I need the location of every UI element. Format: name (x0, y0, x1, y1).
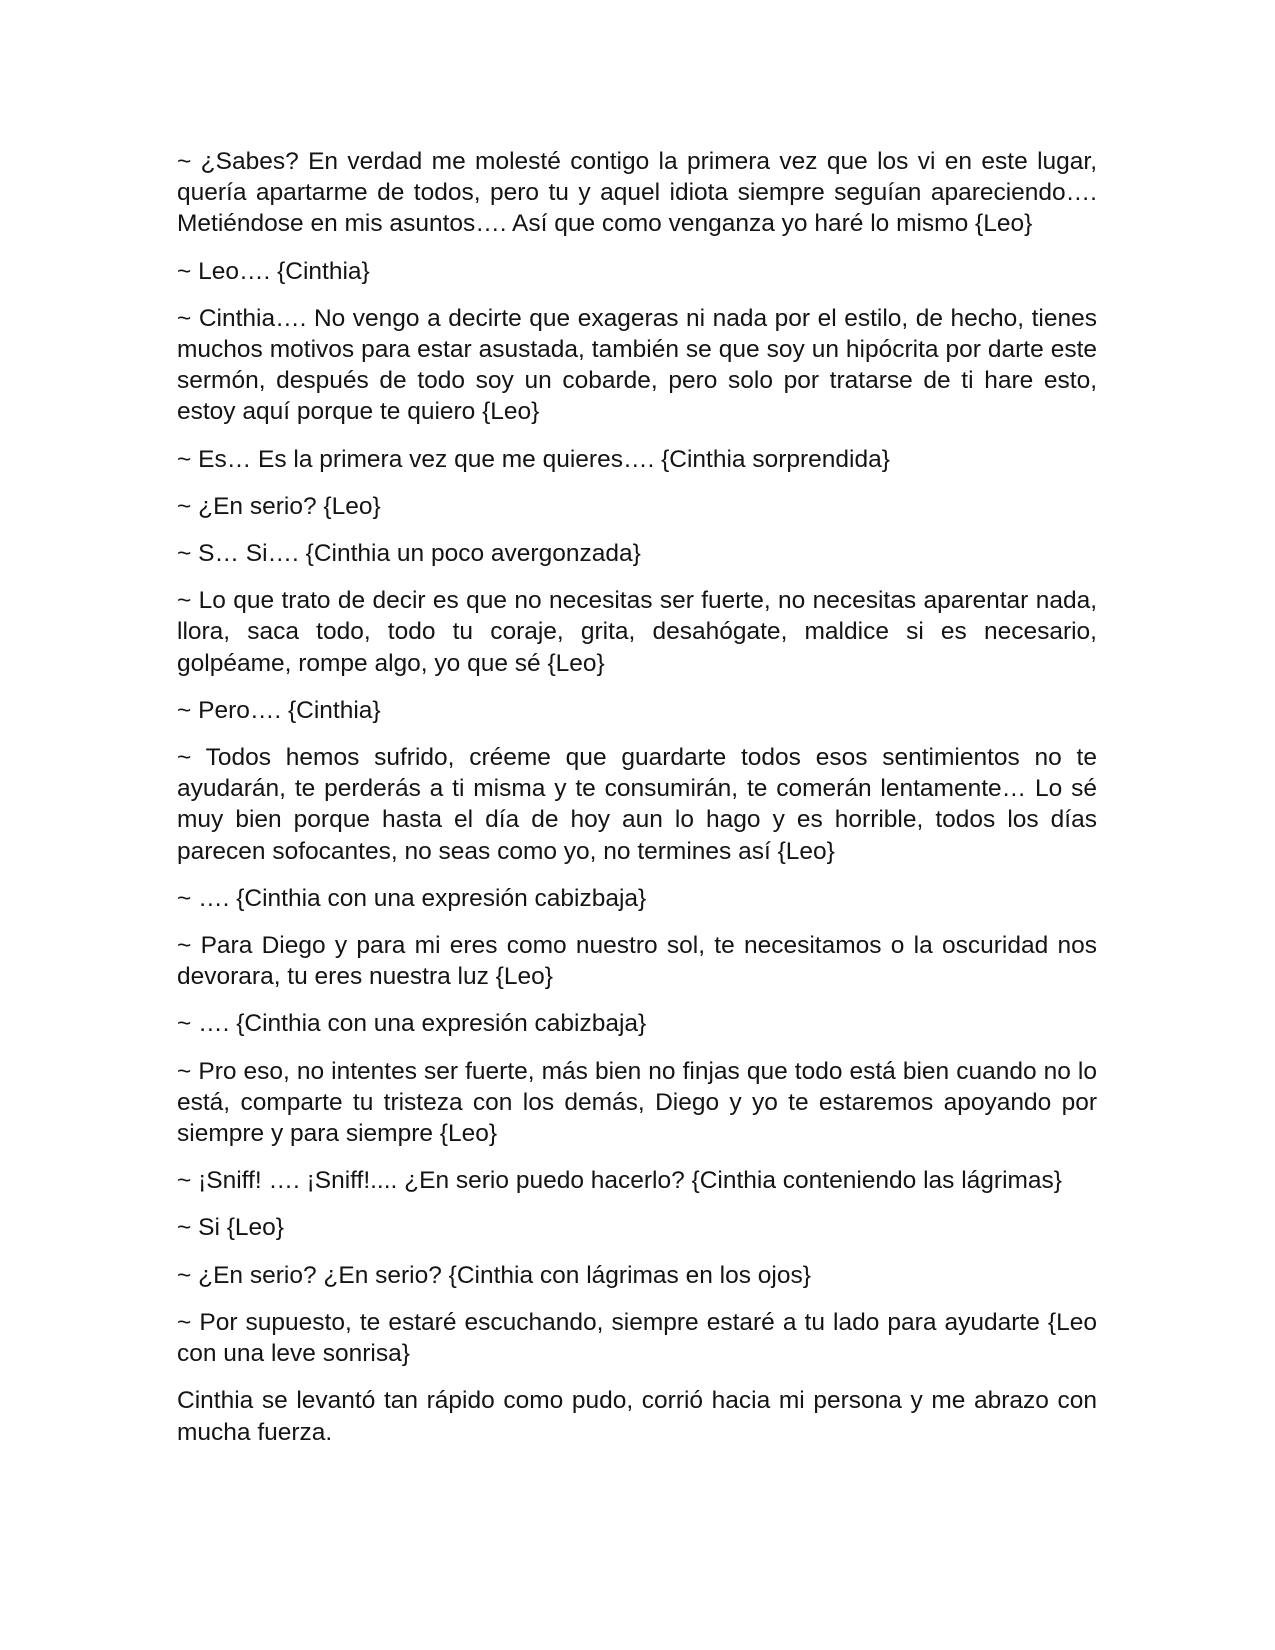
dialogue-paragraph: ~ …. {Cinthia con una expresión cabizbaja} (177, 1010, 647, 1038)
dialogue-paragraph: ~ ¿Sabes? En verdad me molesté contigo la primera vez que los vi en este lugar, quería apartarme de todos, pero tu y aquel idiota siempre seguían apareciendo…. Metiéndose en mis asuntos…. Así que como venganza yo haré lo mismo {Leo} (177, 148, 1097, 238)
dialogue-paragraph: ~ Pro eso, no intentes ser fuerte, más bien no finjas que todo está bien cuando no lo está, comparte tu tristeza con los demás, Diego y yo te estaremos apoyando por siempre y para siempre {Leo} (177, 1057, 1097, 1148)
dialogue-paragraph: ~ ¿En serio? ¿En serio? {Cinthia con lágrimas en los ojos} (177, 1261, 811, 1289)
dialogue-paragraph: ~ Lo que trato de decir es que no necesitas ser fuerte, no necesitas aparentar nada, llora, saca todo, todo tu coraje, grita, desahógate, maldice si es necesario, golpéame, rompe algo, yo que sé {Leo} (177, 587, 1097, 677)
dialogue-paragraph: ~ Leo…. {Cinthia} (177, 257, 370, 285)
dialogue-paragraph: ~ …. {Cinthia con una expresión cabizbaja} (177, 884, 647, 912)
dialogue-paragraph: ~ Cinthia…. No vengo a decirte que exageras ni nada por el estilo, de hecho, tienes muchos motivos para estar asustada, también se que soy un hipócrita por darte este sermón, después de todo soy un cobarde, pero solo por tratarse de ti hare esto, estoy aquí porque te quiero {Leo} (177, 304, 1097, 426)
dialogue-paragraph: ~ Pero…. {Cinthia} (177, 696, 381, 724)
dialogue-paragraph: ~ S… Si…. {Cinthia un poco avergonzada} (177, 540, 641, 568)
dialogue-paragraph: ~ Por supuesto, te estaré escuchando, siempre estaré a tu lado para ayudarte {Leo con una leve sonrisa} (177, 1308, 1097, 1368)
dialogue-paragraph: ~ Si {Leo} (177, 1214, 284, 1242)
dialogue-paragraph: ~ ¿En serio? {Leo} (177, 492, 381, 520)
dialogue-paragraph: ~ Es… Es la primera vez que me quieres…. {Cinthia sorprendida} (177, 445, 890, 473)
dialogue-paragraph: ~ Todos hemos sufrido, créeme que guardarte todos esos sentimientos no te ayudarán, te perderás a ti misma y te consumirán, te comerán lentamente… Lo sé muy bien porque hasta el día de hoy aun lo hago y es horrible, todos los días parecen sofocantes, no seas como yo, no termines así {Leo} (177, 744, 1097, 865)
dialogue-paragraph: ~ ¡Sniff! …. ¡Sniff!.... ¿En serio puedo hacerlo? {Cinthia conteniendo las lágrimas} (177, 1167, 1062, 1195)
document-page (177, 146, 1097, 1464)
dialogue-paragraph: ~ Para Diego y para mi eres como nuestro sol, te necesitamos o la oscuridad nos devorara, tu eres nuestra luz {Leo} (177, 932, 1097, 991)
narration-paragraph: Cinthia se levantó tan rápido como pudo, corrió hacia mi persona y me abrazo con mucha fuerza. (177, 1387, 1097, 1446)
